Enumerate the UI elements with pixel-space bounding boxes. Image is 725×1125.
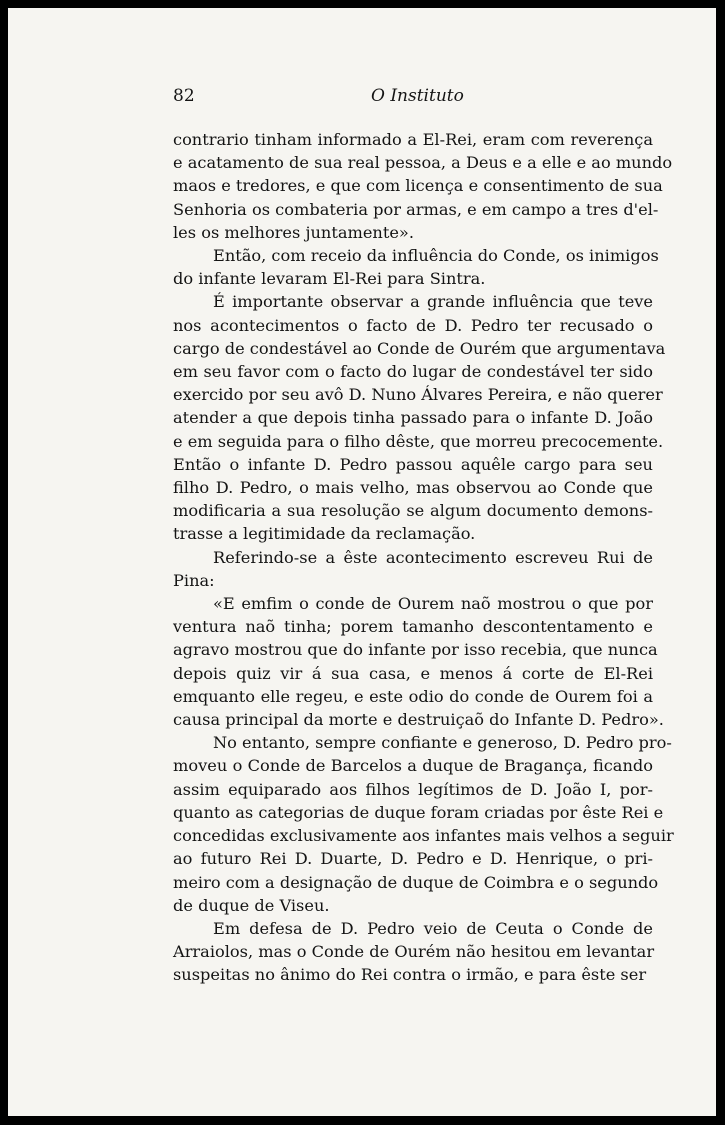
text-line: meiro com a designação de duque de Coimbra e o segundo [173,872,659,892]
text-line: filho D. Pedro, o mais velho, mas observou ao Conde que [173,478,653,498]
text-line: nos acontecimentos o facto de D. Pedro ter recusado o [173,315,653,335]
text-line: e acatamento de sua real pessoa, a Deus e a elle e ao mundo [173,153,673,173]
paragraph [173,546,653,592]
text-line: concedidas exclusivamente aos infantes mais velhos a seguir [173,826,674,846]
text-line: atender a que depois tinha passado para o infante D. João [173,408,653,428]
paragraph [173,731,674,917]
text-line: ao futuro Rei D. Duarte, D. Pedro e D. Henrique, o pri- [173,849,653,869]
text-line: emquanto elle regeu, e este odio do conde de Ourem foi a [173,686,653,706]
text-line: Arraiolos, mas o Conde de Ourém não hesitou em levantar [173,942,655,962]
paragraph [173,244,659,290]
text-line: exercido por seu avô D. Nuno Álvares Pereira, e não querer [173,385,663,405]
text-line: cargo de condestável ao Conde de Ourém que argumentava [173,338,666,358]
text-line: depois quiz vir á sua casa, e menos á corte de El-Rei [173,663,653,683]
text-line: causa principal da morte e destruiçaõ do Infante D. Pedro». [173,710,664,730]
text-line: agravo mostrou que do infante por isso recebia, que nunca [173,640,658,660]
text-line: moveu o Conde de Barcelos a duque de Bragança, ficando [173,756,653,776]
text-line: em seu favor com o facto do lugar de condestável ter sido [173,362,653,382]
paragraph [173,917,653,987]
text-line: quanto as categorias de duque foram criadas por êste Rei e [173,802,664,822]
text-line: «E emfim o conde de Ourem naõ mostrou o que por [213,594,653,614]
book-page [8,8,716,1116]
text-line: Em defesa de D. Pedro veio de Ceuta o Conde de [213,918,653,938]
paragraph [173,592,664,731]
text-line: assim equiparado aos filhos legítimos de D. João I, por- [173,779,653,799]
text-line: É importante observar a grande influência que teve [213,292,653,312]
text-line: ventura naõ tinha; porem tamanho descontentamento e [173,617,653,637]
text-line: Referindo-se a êste acontecimento escreveu Rui de [213,547,653,567]
text-line: Senhoria os combateria por armas, e em campo a tres d'el- [173,199,659,219]
text-line: trasse a legitimidade da reclamação. [173,524,476,544]
text-line: Então o infante D. Pedro passou aquêle cargo para seu [173,454,653,474]
text-line: les os melhores juntamente». [173,222,414,242]
text-line: Pina: [173,570,215,590]
text-line: modificaria a sua resolução se algum documento demons- [173,501,653,521]
text-line: e em seguida para o filho dêste, que morreu precocemente. [173,431,664,451]
text-line: Então, com receio da influência do Conde, os inimigos [213,246,659,266]
text-line: de duque de Viseu. [173,895,330,915]
page-number: 82 [173,86,195,106]
text-line: do infante levaram El-Rei para Sintra. [173,269,486,289]
page-header [173,86,653,110]
body-text [173,128,674,987]
text-line: suspeitas no ânimo do Rei contra o irmão, e para êste ser [173,965,647,985]
text-line: maos e tredores, e que com licença e consentimento de sua [173,176,663,196]
paragraph [173,290,666,545]
text-line: contrario tinham informado a El-Rei, eram com reverença [173,130,653,149]
running-title: O Instituto [371,86,464,106]
paragraph [173,128,673,244]
text-line: No entanto, sempre confiante e generoso, D. Pedro pro- [213,733,672,753]
